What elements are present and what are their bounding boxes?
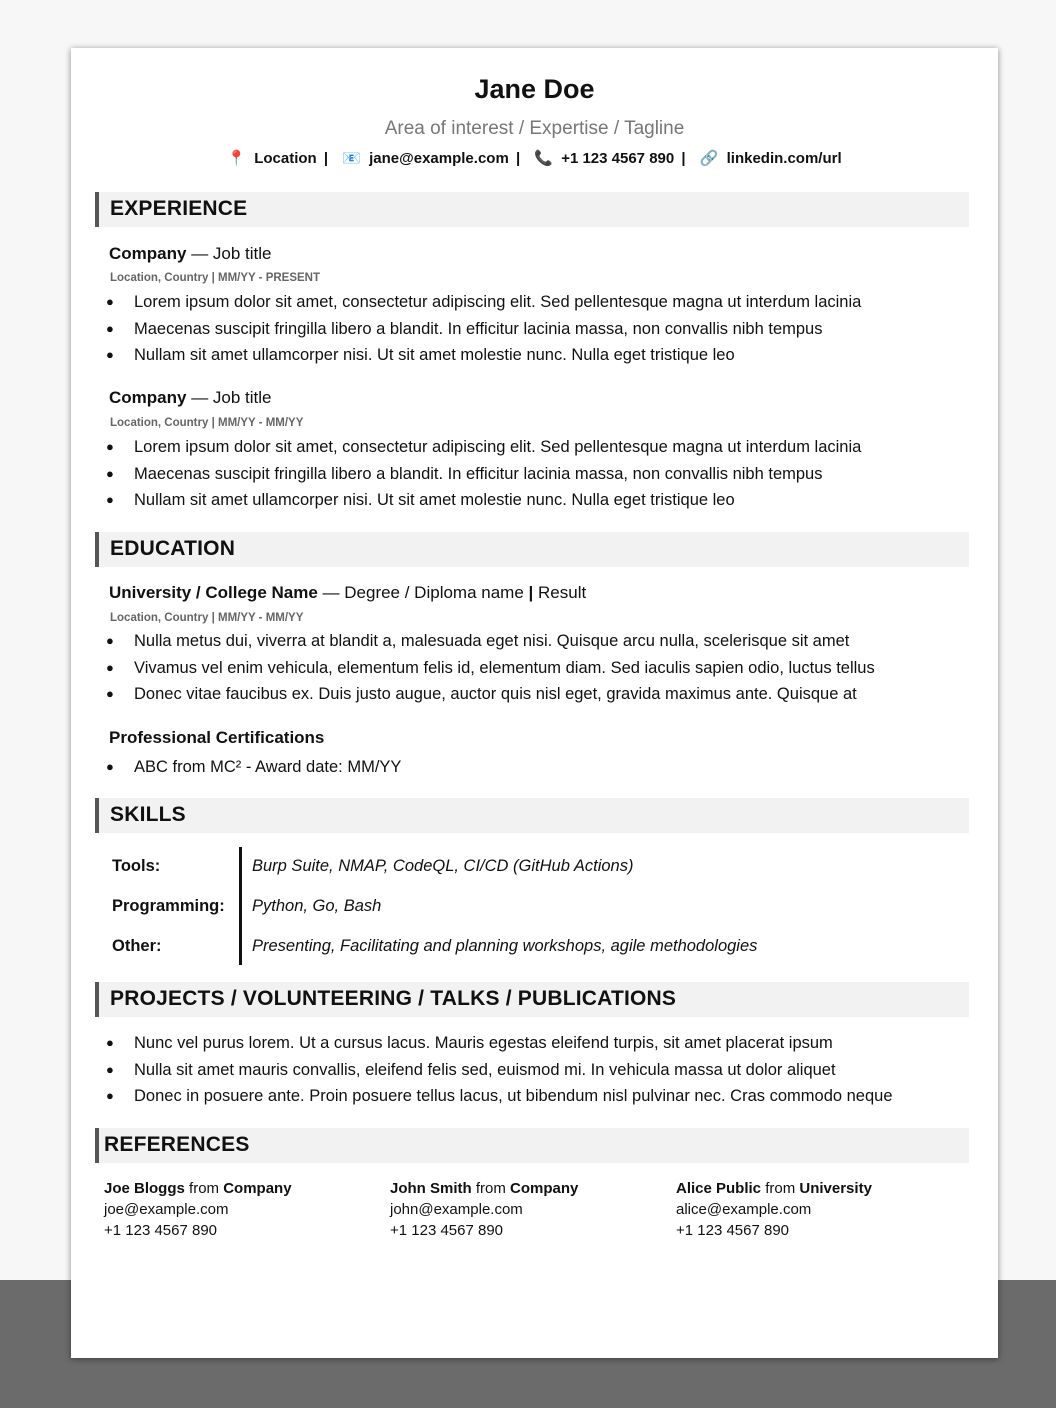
email-link[interactable]: jane@example.com [369, 150, 509, 167]
list-item: ● Nunc vel purus lorem. Ut a cursus lacus. Mauris egestas eleifend turpis, sit amet placerat ipsum [134, 1032, 893, 1059]
reference-email[interactable]: alice@example.com [676, 1201, 812, 1218]
separator: | [515, 150, 521, 167]
section-header-references [95, 1128, 969, 1163]
reference-name: Joe Bloggs [104, 1180, 185, 1197]
reference-email[interactable]: john@example.com [390, 1201, 523, 1218]
job-meta: Location, Country | MM/YY - PRESENT [110, 272, 321, 284]
reference-org: Company [510, 1180, 579, 1197]
list-item: ● Donec in posuere ante. Proin posuere tellus lacus, ut bibendum nisl pulvinar nec. Cras commodo neque [134, 1085, 893, 1112]
reference-phone: +1 123 4567 890 [104, 1222, 218, 1239]
job-meta: Location, Country | MM/YY - MM/YY [110, 417, 304, 429]
skill-label: Other: [112, 937, 162, 955]
list-item: ● Nullam sit amet ullamcorper nisi. Ut sit amet molestie nunc. Nulla eget tristique leo [134, 489, 861, 516]
list-item: ● Donec vitae faucibus ex. Duis justo augue, auctor quis nisl eget, gravida maximus ante. Quisque at [134, 683, 875, 710]
certifications-title: Professional Certifications [109, 728, 325, 747]
reference-name: Alice Public [676, 1180, 762, 1197]
skills-divider [239, 847, 242, 965]
section-header-skills [95, 798, 969, 833]
list-item: ● Nulla sit amet mauris convallis, eleifend felis sed, euismod mi. In vehicula massa ut dolor aliquet [134, 1059, 893, 1086]
list-item: ● Lorem ipsum dolor sit amet, consectetur adipiscing elit. Sed pellentesque magna ut interdum lacinia [134, 436, 861, 463]
education-heading: University / College Name — Degree / Diploma name | Result [109, 583, 587, 602]
job-title: — Job title [186, 388, 272, 407]
reference-email[interactable]: joe@example.com [104, 1201, 229, 1218]
job-bullets [134, 436, 861, 516]
job-title: — Job title [186, 244, 272, 263]
job-heading [109, 244, 272, 264]
section-title: EDUCATION [110, 537, 236, 560]
tagline: Area of interest / Expertise / Tagline [384, 118, 685, 139]
phone-icon: 📞 [534, 150, 554, 167]
section-header-projects [95, 982, 969, 1017]
separator: | [323, 150, 329, 167]
reference-phone: +1 123 4567 890 [676, 1222, 790, 1239]
reference-from: from [471, 1180, 511, 1197]
list-item: ● Vivamus vel enim vehicula, elementum felis id, elementum diam. Sed iaculis sapien odio, luctus tellus [134, 657, 875, 684]
contact-line [71, 149, 998, 167]
email-icon: 📧 [342, 150, 361, 167]
linkedin-link[interactable]: linkedin.com/url [726, 150, 842, 167]
separator: | [681, 150, 686, 167]
reference-name: John Smith [390, 1180, 472, 1197]
skills-table [109, 845, 809, 967]
projects-bullets [134, 1032, 893, 1112]
reference-from: from [761, 1180, 800, 1197]
list-item: ● ABC from MC² - Award date: MM/YY [134, 756, 401, 783]
education-bullets [134, 630, 875, 710]
list-item: ● Nulla metus dui, viverra at blandit a, malesuada eget nisi. Quisque arcu nulla, scelerisque sit amet [134, 630, 875, 657]
reference-card [104, 1178, 292, 1241]
skill-label: Tools: [112, 857, 161, 875]
skill-value: Presenting, Facilitating and planning workshops, agile methodologies [252, 937, 758, 955]
location-pin-icon: 📍 [227, 150, 247, 167]
section-header-education [95, 532, 969, 567]
reference-card [390, 1178, 578, 1241]
phone-text: +1 123 4567 890 [561, 150, 675, 167]
list-item: ● Maecenas suscipit fringilla libero a blandit. In efficitur lacinia massa, non convallis nibh tempus [134, 463, 861, 490]
reference-from: from [184, 1180, 224, 1197]
company-name: Company [109, 244, 187, 263]
school-name: University / College Name [109, 583, 318, 602]
skill-value: Python, Go, Bash [252, 897, 382, 915]
job-heading [109, 388, 272, 408]
section-title: REFERENCES [104, 1133, 250, 1156]
reference-org: Company [223, 1180, 292, 1197]
section-title: SKILLS [110, 803, 186, 826]
link-icon: 🔗 [699, 150, 719, 167]
person-name: Jane Doe [474, 74, 595, 104]
certifications-list [134, 756, 401, 783]
location-text: Location [254, 150, 317, 167]
reference-card [676, 1178, 872, 1241]
degree-name: — Degree / Diploma name [317, 583, 529, 602]
job-bullets [134, 291, 861, 371]
reference-phone: +1 123 4567 890 [390, 1222, 504, 1239]
list-item: ● Lorem ipsum dolor sit amet, consectetur adipiscing elit. Sed pellentesque magna ut interdum lacinia [134, 291, 861, 318]
education-meta: Location, Country | MM/YY - MM/YY [110, 612, 304, 624]
skill-value: Burp Suite, NMAP, CodeQL, CI/CD (GitHub Actions) [252, 857, 634, 875]
reference-org: University [799, 1180, 872, 1197]
section-title: PROJECTS / VOLUNTEERING / TALKS / PUBLICATIONS [110, 987, 677, 1010]
company-name: Company [109, 388, 187, 407]
list-item: ● Nullam sit amet ullamcorper nisi. Ut sit amet molestie nunc. Nulla eget tristique leo [134, 344, 861, 371]
result-text: Result [538, 583, 587, 602]
section-title: EXPERIENCE [110, 197, 248, 220]
list-item: ● Maecenas suscipit fringilla libero a blandit. In efficitur lacinia massa, non convallis nibh tempus [134, 318, 861, 345]
section-header-experience [95, 192, 969, 227]
resume-page [71, 48, 998, 1358]
skill-label: Programming: [112, 897, 225, 915]
